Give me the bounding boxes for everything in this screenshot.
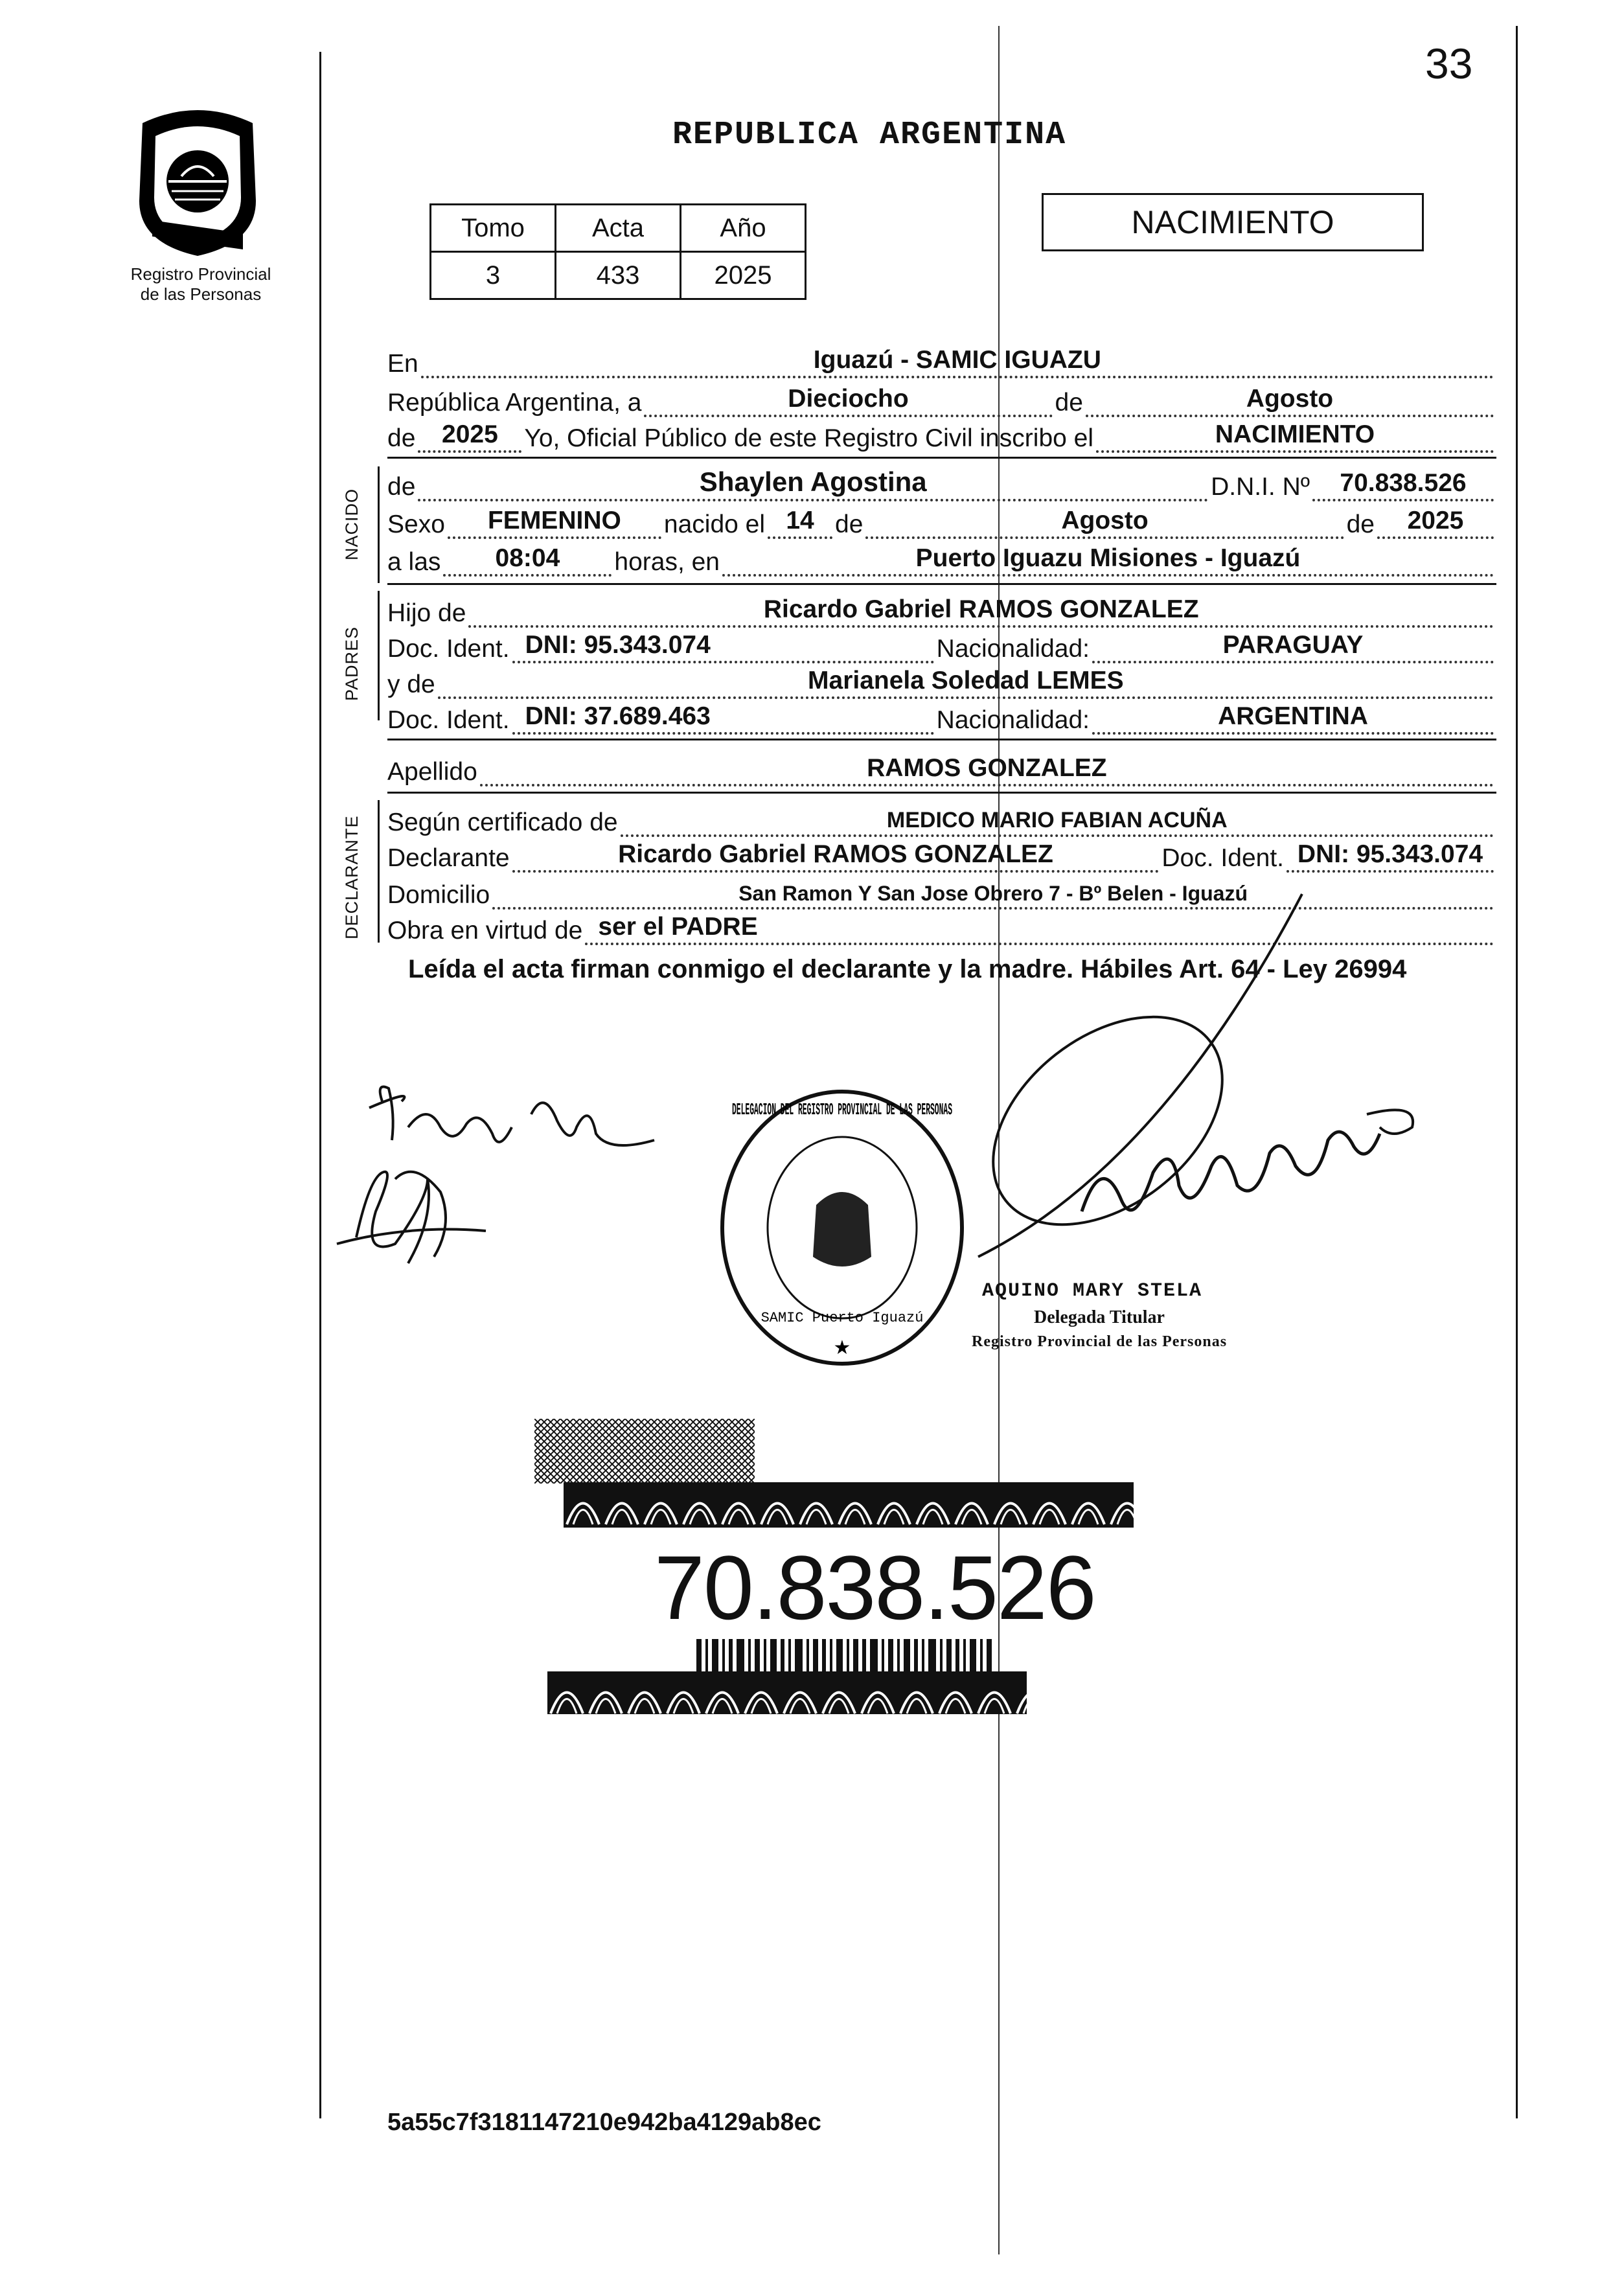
tomo-header: Tomo <box>431 205 556 252</box>
declarant-doc-value: DNI: 95.343.074 <box>1297 840 1483 868</box>
anio-value: 2025 <box>681 252 806 299</box>
father-name-field <box>468 597 1494 628</box>
birth-place-label: horas, en <box>614 548 720 576</box>
father-doc-field <box>512 632 934 663</box>
child-name-value: Shaylen Agostina <box>699 466 927 497</box>
nacido-bracket <box>378 466 380 583</box>
logo-caption-line2: de las Personas <box>140 284 262 304</box>
mother-doc-value: DNI: 37.689.463 <box>525 702 711 730</box>
declarante-bracket <box>378 800 380 943</box>
event-value: NACIMIENTO <box>1215 420 1375 448</box>
acta-header: Acta <box>556 205 681 252</box>
separator-4 <box>387 792 1496 794</box>
time-label: a las <box>387 548 441 576</box>
year-row <box>387 418 1496 453</box>
mother-row <box>387 664 1496 699</box>
certificate-value: MEDICO MARIO FABIAN ACUÑA <box>886 808 1228 832</box>
year-field <box>418 422 521 453</box>
official-org: Registro Provincial de las Personas <box>972 1333 1228 1350</box>
mother-doc-row <box>387 700 1496 735</box>
mother-name-value: Marianela Soledad LEMES <box>808 667 1124 694</box>
registry-seal <box>713 1082 972 1373</box>
child-time-row <box>387 542 1496 577</box>
dni-field <box>1312 470 1494 501</box>
born-day-field <box>768 508 832 539</box>
declarant-name-value: Ricardo Gabriel RAMOS GONZALEZ <box>618 840 1053 868</box>
father-doc-label: Doc. Ident. <box>387 635 510 663</box>
surname-row <box>387 751 1496 786</box>
declarant-row <box>387 838 1496 873</box>
place-field <box>421 347 1494 378</box>
provincia-misiones-emblem <box>123 104 272 259</box>
born-month-field <box>865 508 1344 539</box>
year-value: 2025 <box>442 420 498 448</box>
surname-label: Apellido <box>387 758 477 786</box>
born-month-value: Agosto <box>1061 507 1149 534</box>
security-hologram <box>534 1412 768 1490</box>
born-year-field <box>1377 508 1494 539</box>
father-name-value: Ricardo Gabriel RAMOS GONZALEZ <box>763 595 1199 623</box>
mother-doc-label: Doc. Ident. <box>387 706 510 734</box>
tomo-value: 3 <box>431 252 556 299</box>
date-label: República Argentina, a <box>387 389 642 417</box>
seal-outer-text: DELEGACION DEL REGISTRO PROVINCIAL DE LAS PERSONAS <box>732 1100 952 1119</box>
mother-label: y de <box>387 671 435 698</box>
mother-nat-value: ARGENTINA <box>1218 702 1368 730</box>
closing-note: Leída el acta firman conmigo el declarante y la madre. Hábiles Art. 64 - Ley 26994 <box>408 955 1407 983</box>
certificate-field <box>621 806 1494 837</box>
document-hash: 5a55c7f3181147210e942ba4129ab8ec <box>387 2109 821 2136</box>
security-band-bottom <box>547 1671 1027 1714</box>
sex-label: Sexo <box>387 510 445 538</box>
born-de-label: de <box>835 510 863 538</box>
right-margin-line <box>1516 26 1518 2118</box>
record-type-box: NACIMIENTO <box>1042 193 1424 251</box>
separator-3 <box>387 739 1496 740</box>
barcode-number: 70.838.526 <box>654 1537 1095 1638</box>
father-nat-value: PARAGUAY <box>1222 631 1364 659</box>
mother-doc-field <box>512 704 934 735</box>
mother-nat-field <box>1092 704 1494 735</box>
child-sex-row <box>387 504 1496 539</box>
day-value: Dieciocho <box>788 385 909 413</box>
father-doc-value: DNI: 95.343.074 <box>525 631 711 659</box>
page-number: 33 <box>1425 40 1473 87</box>
date-row <box>387 382 1496 417</box>
father-nat-field <box>1092 632 1494 663</box>
sex-field <box>448 508 661 539</box>
place-value: Iguazú - SAMIC IGUAZU <box>813 346 1101 374</box>
dni-label: D.N.I. Nº <box>1211 473 1310 501</box>
address-value: San Ramon Y San Jose Obrero 7 - Bº Belen - Iguazú <box>738 882 1248 905</box>
separator-2 <box>387 583 1496 585</box>
official-role: Delegada Titular <box>1034 1307 1165 1327</box>
official-name: AQUINO MARY STELA <box>982 1280 1203 1302</box>
father-row <box>387 593 1496 628</box>
section-padres-label: PADRES <box>342 626 361 701</box>
svg-text:★: ★ <box>833 1336 851 1359</box>
birth-place-value: Puerto Iguazu Misiones - Iguazú <box>915 544 1301 572</box>
official-signature <box>965 894 1470 1283</box>
day-field <box>644 386 1052 417</box>
seal-inner-text: SAMIC Puerto Iguazú <box>761 1310 924 1326</box>
acta-value: 433 <box>556 252 681 299</box>
declarant-doc-field <box>1287 842 1494 873</box>
declarant-name-field <box>512 842 1160 873</box>
security-band-top <box>564 1482 1134 1528</box>
child-name-field <box>418 466 1208 501</box>
role-value: ser el PADRE <box>598 913 758 941</box>
place-label: En <box>387 350 418 378</box>
surname-value: RAMOS GONZALEZ <box>867 754 1107 782</box>
anio-header: Año <box>681 205 806 252</box>
born-day-value: 14 <box>786 507 814 534</box>
certificate-label: Según certificado de <box>387 808 618 836</box>
child-name-row <box>387 466 1496 501</box>
logo-caption <box>113 264 288 304</box>
month-field <box>1086 386 1494 417</box>
year-text: Yo, Oficial Público de este Registro Civil inscribo el <box>524 424 1094 452</box>
declarant-doc-label: Doc. Ident. <box>1161 844 1284 872</box>
mother-nat-label: Nacionalidad: <box>936 706 1090 734</box>
document-title: REPUBLICA ARGENTINA <box>672 117 1067 154</box>
child-de-label: de <box>387 473 416 501</box>
left-margin-line <box>319 52 321 2118</box>
year-de-label: de <box>387 424 416 452</box>
address-label: Domicilio <box>387 881 490 909</box>
surname-field <box>480 755 1494 786</box>
father-doc-row <box>387 628 1496 663</box>
birth-place-field <box>722 545 1494 577</box>
time-field <box>443 545 612 577</box>
event-field <box>1096 422 1494 453</box>
certificate-row <box>387 802 1496 837</box>
born-year-value: 2025 <box>1407 507 1464 534</box>
separator-1 <box>387 457 1496 459</box>
time-value: 08:04 <box>495 544 560 572</box>
declarant-label: Declarante <box>387 844 510 872</box>
father-label: Hijo de <box>387 599 466 627</box>
declarant-signature <box>330 1062 680 1296</box>
logo-caption-line1: Registro Provincial <box>130 264 271 284</box>
padres-bracket <box>378 591 380 720</box>
section-nacido-label: NACIDO <box>342 488 361 560</box>
sex-value: FEMENINO <box>487 507 621 534</box>
place-row <box>387 343 1496 378</box>
mother-name-field <box>438 668 1494 699</box>
section-declarante-label: DECLARANTE <box>342 815 361 939</box>
born-de-label-2: de <box>1346 510 1375 538</box>
date-de-label: de <box>1055 389 1083 417</box>
month-value: Agosto <box>1246 385 1334 413</box>
role-label: Obra en virtud de <box>387 917 583 945</box>
born-label: nacido el <box>663 510 766 538</box>
father-nat-label: Nacionalidad: <box>936 635 1090 663</box>
registry-table <box>429 203 806 300</box>
dni-value: 70.838.526 <box>1340 469 1467 497</box>
